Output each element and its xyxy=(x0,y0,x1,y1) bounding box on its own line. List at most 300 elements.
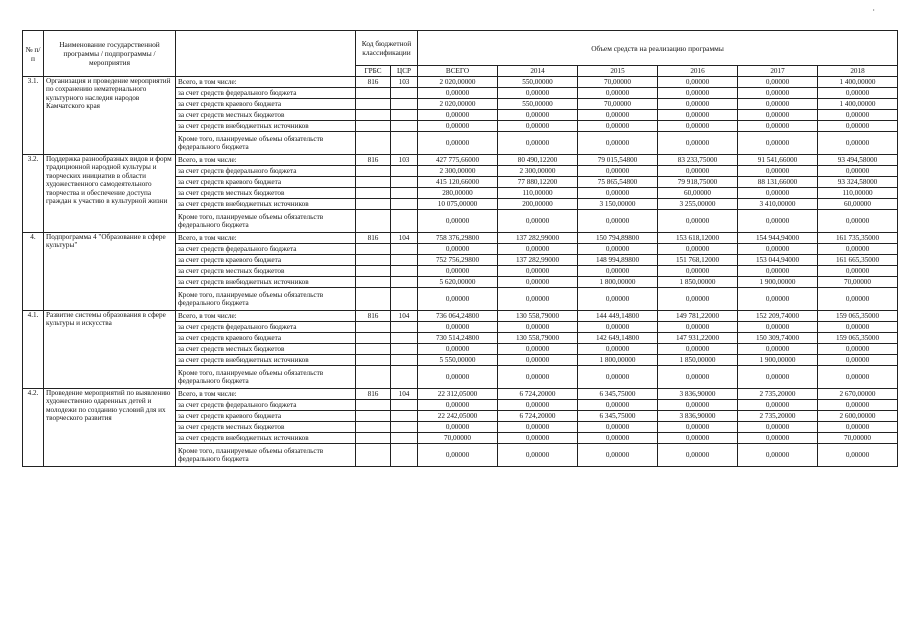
total-value: 0,00000 xyxy=(418,400,498,411)
csr-code-empty xyxy=(391,177,418,188)
grbs-code-empty xyxy=(356,210,391,233)
year-value: 0,00000 xyxy=(658,121,738,132)
year-value: 147 931,22000 xyxy=(658,333,738,344)
page-marker: · xyxy=(872,6,875,15)
year-value: 0,00000 xyxy=(738,344,818,355)
funding-source-label: за счет средств местных бюджетов xyxy=(176,110,356,121)
csr-code-empty xyxy=(391,355,418,366)
year-value: 79 918,75000 xyxy=(658,177,738,188)
csr-code-empty xyxy=(391,188,418,199)
year-value: 0,00000 xyxy=(818,210,898,233)
year-value: 0,00000 xyxy=(578,400,658,411)
year-value: 0,00000 xyxy=(738,244,818,255)
year-value: 0,00000 xyxy=(738,266,818,277)
grbs-code-empty xyxy=(356,355,391,366)
year-value: 0,00000 xyxy=(498,288,578,311)
year-value: 550,00000 xyxy=(498,99,578,110)
year-value: 6 345,75000 xyxy=(578,389,658,400)
year-value: 60,00000 xyxy=(658,188,738,199)
grbs-code-empty xyxy=(356,199,391,210)
year-value: 0,00000 xyxy=(738,188,818,199)
grbs-code-empty xyxy=(356,277,391,288)
funding-source-label: за счет средств внебюджетных источников xyxy=(176,277,356,288)
year-value: 0,00000 xyxy=(578,322,658,333)
total-value: 427 775,66000 xyxy=(418,155,498,166)
table-row xyxy=(23,233,898,244)
year-value: 0,00000 xyxy=(658,444,738,467)
funding-source-label: Кроме того, планируемые объемы обязательств федерального бюджета xyxy=(176,132,356,155)
year-value: 0,00000 xyxy=(658,266,738,277)
grbs-code-empty xyxy=(356,188,391,199)
funding-source-label: за счет средств федерального бюджета xyxy=(176,88,356,99)
total-value: 0,00000 xyxy=(418,366,498,389)
year-value: 91 541,66000 xyxy=(738,155,818,166)
total-value: 5 620,00000 xyxy=(418,277,498,288)
year-value: 2 670,00000 xyxy=(818,389,898,400)
year-value: 1 800,00000 xyxy=(578,277,658,288)
grbs-code-empty xyxy=(356,288,391,311)
year-value: 0,00000 xyxy=(578,121,658,132)
year-value: 0,00000 xyxy=(818,366,898,389)
year-value: 75 865,54800 xyxy=(578,177,658,188)
csr-code-empty xyxy=(391,344,418,355)
csr-code-empty xyxy=(391,132,418,155)
year-value: 0,00000 xyxy=(578,266,658,277)
year-value: 0,00000 xyxy=(818,132,898,155)
year-value: 2 600,00000 xyxy=(818,411,898,422)
year-value: 0,00000 xyxy=(578,288,658,311)
program-name: Организация и проведение мероприятий по сохранению нематериального культурного наследия народов Камчатского края xyxy=(44,77,176,155)
year-value: 2 300,00000 xyxy=(498,166,578,177)
year-value: 0,00000 xyxy=(578,344,658,355)
year-value: 0,00000 xyxy=(578,210,658,233)
year-value: 0,00000 xyxy=(738,422,818,433)
grbs-code-empty xyxy=(356,266,391,277)
year-value: 0,00000 xyxy=(658,166,738,177)
grbs-code-empty xyxy=(356,444,391,467)
year-value: 0,00000 xyxy=(738,110,818,121)
year-value: 149 781,22000 xyxy=(658,311,738,322)
csr-code-empty xyxy=(391,88,418,99)
funding-source-label: за счет средств краевого бюджета xyxy=(176,177,356,188)
csr-code-empty xyxy=(391,322,418,333)
program-name: Подпрограмма 4 "Образование в сфере культуры" xyxy=(44,233,176,311)
total-value: 0,00000 xyxy=(418,132,498,155)
header-year: 2017 xyxy=(738,66,818,77)
year-value: 2 735,20000 xyxy=(738,411,818,422)
funding-source-label: за счет средств краевого бюджета xyxy=(176,333,356,344)
year-value: 0,00000 xyxy=(498,121,578,132)
year-value: 0,00000 xyxy=(738,121,818,132)
funding-source-label: за счет средств краевого бюджета xyxy=(176,255,356,266)
csr-code-empty xyxy=(391,277,418,288)
year-value: 0,00000 xyxy=(578,422,658,433)
year-value: 77 880,12200 xyxy=(498,177,578,188)
year-value: 1 900,00000 xyxy=(738,277,818,288)
grbs-code-empty xyxy=(356,132,391,155)
total-value: 0,00000 xyxy=(418,210,498,233)
year-value: 159 065,35000 xyxy=(818,333,898,344)
grbs-code: 816 xyxy=(356,389,391,400)
year-value: 70,00000 xyxy=(818,277,898,288)
csr-code-empty xyxy=(391,244,418,255)
year-value: 0,00000 xyxy=(658,132,738,155)
csr-code-empty xyxy=(391,444,418,467)
year-value: 6 345,75000 xyxy=(578,411,658,422)
csr-code-empty xyxy=(391,99,418,110)
funding-source-label: за счет средств федерального бюджета xyxy=(176,166,356,177)
grbs-code-empty xyxy=(356,344,391,355)
year-value: 0,00000 xyxy=(658,77,738,88)
year-value: 0,00000 xyxy=(738,99,818,110)
total-value: 0,00000 xyxy=(418,444,498,467)
year-value: 0,00000 xyxy=(738,444,818,467)
total-value: 0,00000 xyxy=(418,110,498,121)
funding-source-label: Кроме того, планируемые объемы обязательств федерального бюджета xyxy=(176,288,356,311)
total-value: 0,00000 xyxy=(418,344,498,355)
year-value: 0,00000 xyxy=(738,210,818,233)
grbs-code: 816 xyxy=(356,233,391,244)
header-csr: ЦСР xyxy=(391,66,418,77)
year-value: 3 255,00000 xyxy=(658,199,738,210)
funding-source-label: Всего, в том числе: xyxy=(176,233,356,244)
funding-source-label: за счет средств местных бюджетов xyxy=(176,188,356,199)
grbs-code-empty xyxy=(356,433,391,444)
header-name: Наименование государственной программы / подпрограммы / мероприятия xyxy=(44,31,176,77)
year-value: 0,00000 xyxy=(818,344,898,355)
year-value: 130 558,79000 xyxy=(498,333,578,344)
header-year: 2016 xyxy=(658,66,738,77)
program-name: Поддержка разнообразных видов и форм традиционной народной культуры и творческих инициатив в области художественного самодеятельного творчества и обеспечение доступа граждан к участию в культурной жизни xyxy=(44,155,176,233)
year-value: 0,00000 xyxy=(738,400,818,411)
year-value: 159 065,35000 xyxy=(818,311,898,322)
total-value: 0,00000 xyxy=(418,266,498,277)
year-value: 83 233,75000 xyxy=(658,155,738,166)
year-value: 152 209,74000 xyxy=(738,311,818,322)
header-num: № п/п xyxy=(23,31,44,77)
funding-source-label: Всего, в том числе: xyxy=(176,389,356,400)
funding-source-label: за счет средств внебюджетных источников xyxy=(176,355,356,366)
grbs-code-empty xyxy=(356,121,391,132)
year-value: 60,00000 xyxy=(818,199,898,210)
total-value: 736 064,24800 xyxy=(418,311,498,322)
header-volume: Объем средств на реализацию программы xyxy=(418,31,898,66)
year-value: 0,00000 xyxy=(578,188,658,199)
table-row xyxy=(23,77,898,88)
year-value: 0,00000 xyxy=(578,166,658,177)
year-value: 110,00000 xyxy=(818,188,898,199)
total-value: 730 514,24800 xyxy=(418,333,498,344)
row-number: 4. xyxy=(23,233,44,311)
grbs-code-empty xyxy=(356,177,391,188)
grbs-code: 816 xyxy=(356,77,391,88)
year-value: 151 768,12000 xyxy=(658,255,738,266)
table-body xyxy=(23,77,898,467)
total-value: 2 300,00000 xyxy=(418,166,498,177)
year-value: 130 558,79000 xyxy=(498,311,578,322)
grbs-code-empty xyxy=(356,400,391,411)
year-value: 550,00000 xyxy=(498,77,578,88)
year-value: 0,00000 xyxy=(818,444,898,467)
year-value: 0,00000 xyxy=(818,322,898,333)
grbs-code: 816 xyxy=(356,155,391,166)
year-value: 0,00000 xyxy=(498,88,578,99)
table-row xyxy=(23,155,898,166)
year-value: 0,00000 xyxy=(498,366,578,389)
year-value: 0,00000 xyxy=(498,422,578,433)
year-value: 0,00000 xyxy=(818,166,898,177)
year-value: 200,00000 xyxy=(498,199,578,210)
csr-code-empty xyxy=(391,210,418,233)
funding-source-label: за счет средств федерального бюджета xyxy=(176,244,356,255)
funding-source-label: Всего, в том числе: xyxy=(176,77,356,88)
total-value: 5 550,00000 xyxy=(418,355,498,366)
year-value: 3 150,00000 xyxy=(578,199,658,210)
csr-code-empty xyxy=(391,288,418,311)
year-value: 0,00000 xyxy=(498,355,578,366)
year-value: 153 044,94000 xyxy=(738,255,818,266)
funding-source-label: за счет средств местных бюджетов xyxy=(176,422,356,433)
grbs-code-empty xyxy=(356,88,391,99)
year-value: 88 131,66000 xyxy=(738,177,818,188)
year-value: 0,00000 xyxy=(498,132,578,155)
total-value: 0,00000 xyxy=(418,88,498,99)
grbs-code-empty xyxy=(356,166,391,177)
year-value: 6 724,20000 xyxy=(498,389,578,400)
year-value: 150 309,74000 xyxy=(738,333,818,344)
year-value: 0,00000 xyxy=(658,288,738,311)
year-value: 3 836,90000 xyxy=(658,389,738,400)
year-value: 0,00000 xyxy=(658,88,738,99)
funding-source-label: за счет средств местных бюджетов xyxy=(176,266,356,277)
total-value: 415 120,66000 xyxy=(418,177,498,188)
funding-source-label: за счет средств краевого бюджета xyxy=(176,411,356,422)
year-value: 0,00000 xyxy=(738,77,818,88)
year-value: 70,00000 xyxy=(578,77,658,88)
year-value: 0,00000 xyxy=(498,277,578,288)
funding-source-label: за счет средств федерального бюджета xyxy=(176,400,356,411)
total-value: 0,00000 xyxy=(418,121,498,132)
year-value: 93 324,58000 xyxy=(818,177,898,188)
csr-code-empty xyxy=(391,366,418,389)
year-value: 0,00000 xyxy=(578,132,658,155)
year-value: 0,00000 xyxy=(578,88,658,99)
csr-code-empty xyxy=(391,199,418,210)
year-value: 150 794,89800 xyxy=(578,233,658,244)
total-value: 0,00000 xyxy=(418,322,498,333)
funding-source-label: Кроме того, планируемые объемы обязательств федерального бюджета xyxy=(176,366,356,389)
year-value: 0,00000 xyxy=(818,121,898,132)
funding-source-label: за счет средств внебюджетных источников xyxy=(176,433,356,444)
row-number: 3.1. xyxy=(23,77,44,155)
csr-code-empty xyxy=(391,400,418,411)
year-value: 0,00000 xyxy=(658,322,738,333)
csr-code-empty xyxy=(391,110,418,121)
funding-source-label: за счет средств федерального бюджета xyxy=(176,322,356,333)
year-value: 1 400,00000 xyxy=(818,77,898,88)
total-value: 70,00000 xyxy=(418,433,498,444)
csr-code-empty xyxy=(391,166,418,177)
year-value: 0,00000 xyxy=(498,400,578,411)
year-value: 0,00000 xyxy=(738,288,818,311)
year-value: 79 015,54800 xyxy=(578,155,658,166)
year-value: 1 900,00000 xyxy=(738,355,818,366)
grbs-code-empty xyxy=(356,244,391,255)
year-value: 0,00000 xyxy=(818,400,898,411)
grbs-code-empty xyxy=(356,366,391,389)
csr-code-empty xyxy=(391,255,418,266)
year-value: 0,00000 xyxy=(818,422,898,433)
year-value: 0,00000 xyxy=(578,110,658,121)
total-value: 752 756,29800 xyxy=(418,255,498,266)
funding-source-label: Всего, в том числе: xyxy=(176,311,356,322)
year-value: 0,00000 xyxy=(658,210,738,233)
year-value: 144 449,14800 xyxy=(578,311,658,322)
funding-source-label: Кроме того, планируемые объемы обязательств федерального бюджета xyxy=(176,444,356,467)
grbs-code-empty xyxy=(356,110,391,121)
grbs-code-empty xyxy=(356,333,391,344)
csr-code: 104 xyxy=(391,389,418,400)
year-value: 0,00000 xyxy=(818,244,898,255)
year-value: 80 490,12200 xyxy=(498,155,578,166)
total-value: 2 020,00000 xyxy=(418,77,498,88)
year-value: 161 665,35000 xyxy=(818,255,898,266)
year-value: 0,00000 xyxy=(578,366,658,389)
year-value: 0,00000 xyxy=(578,433,658,444)
header-year: 2014 xyxy=(498,66,578,77)
funding-source-label: Всего, в том числе: xyxy=(176,155,356,166)
year-value: 0,00000 xyxy=(738,88,818,99)
year-value: 0,00000 xyxy=(818,288,898,311)
grbs-code-empty xyxy=(356,322,391,333)
funding-source-label: Кроме того, планируемые объемы обязательств федерального бюджета xyxy=(176,210,356,233)
total-value: 22 242,05000 xyxy=(418,411,498,422)
year-value: 1 850,00000 xyxy=(658,277,738,288)
grbs-code-empty xyxy=(356,411,391,422)
year-value: 0,00000 xyxy=(818,110,898,121)
year-value: 0,00000 xyxy=(498,110,578,121)
csr-code-empty xyxy=(391,333,418,344)
year-value: 0,00000 xyxy=(658,244,738,255)
year-value: 2 735,20000 xyxy=(738,389,818,400)
row-number: 4.1. xyxy=(23,311,44,389)
csr-code-empty xyxy=(391,422,418,433)
grbs-code: 816 xyxy=(356,311,391,322)
year-value: 0,00000 xyxy=(658,400,738,411)
table-row xyxy=(23,389,898,400)
csr-code: 103 xyxy=(391,77,418,88)
csr-code: 103 xyxy=(391,155,418,166)
row-number: 3.2. xyxy=(23,155,44,233)
header-year: ВСЕГО xyxy=(418,66,498,77)
funding-source-label: за счет средств местных бюджетов xyxy=(176,344,356,355)
year-value: 0,00000 xyxy=(498,322,578,333)
year-value: 0,00000 xyxy=(498,344,578,355)
year-value: 0,00000 xyxy=(818,355,898,366)
grbs-code-empty xyxy=(356,255,391,266)
year-value: 0,00000 xyxy=(498,433,578,444)
year-value: 0,00000 xyxy=(498,244,578,255)
year-value: 0,00000 xyxy=(578,244,658,255)
year-value: 0,00000 xyxy=(658,422,738,433)
funding-source-label: за счет средств внебюджетных источников xyxy=(176,199,356,210)
csr-code: 104 xyxy=(391,233,418,244)
header-year: 2018 xyxy=(818,66,898,77)
total-value: 0,00000 xyxy=(418,288,498,311)
year-value: 153 618,12000 xyxy=(658,233,738,244)
header-blank xyxy=(176,31,356,77)
year-value: 0,00000 xyxy=(658,366,738,389)
year-value: 0,00000 xyxy=(658,99,738,110)
year-value: 70,00000 xyxy=(578,99,658,110)
csr-code: 104 xyxy=(391,311,418,322)
year-value: 137 282,99000 xyxy=(498,233,578,244)
total-value: 10 075,00000 xyxy=(418,199,498,210)
year-value: 70,00000 xyxy=(818,433,898,444)
year-value: 0,00000 xyxy=(818,88,898,99)
total-value: 0,00000 xyxy=(418,422,498,433)
year-value: 0,00000 xyxy=(658,110,738,121)
year-value: 0,00000 xyxy=(578,444,658,467)
year-value: 1 400,00000 xyxy=(818,99,898,110)
total-value: 22 312,05000 xyxy=(418,389,498,400)
year-value: 0,00000 xyxy=(658,433,738,444)
year-value: 1 850,00000 xyxy=(658,355,738,366)
funding-source-label: за счет средств внебюджетных источников xyxy=(176,121,356,132)
total-value: 758 376,29800 xyxy=(418,233,498,244)
year-value: 0,00000 xyxy=(818,266,898,277)
year-value: 6 724,20000 xyxy=(498,411,578,422)
header-grbs: ГРБС xyxy=(356,66,391,77)
budget-table xyxy=(22,30,898,467)
csr-code-empty xyxy=(391,121,418,132)
year-value: 0,00000 xyxy=(738,366,818,389)
year-value: 0,00000 xyxy=(498,444,578,467)
csr-code-empty xyxy=(391,266,418,277)
year-value: 154 944,94000 xyxy=(738,233,818,244)
year-value: 0,00000 xyxy=(498,266,578,277)
funding-source-label: за счет средств краевого бюджета xyxy=(176,99,356,110)
row-number: 4.2. xyxy=(23,389,44,467)
header-year: 2015 xyxy=(578,66,658,77)
header-code: Код бюджетной классификации xyxy=(356,31,418,66)
year-value: 137 282,99000 xyxy=(498,255,578,266)
grbs-code-empty xyxy=(356,99,391,110)
year-value: 0,00000 xyxy=(738,132,818,155)
year-value: 3 410,00000 xyxy=(738,199,818,210)
csr-code-empty xyxy=(391,411,418,422)
year-value: 0,00000 xyxy=(738,433,818,444)
budget-table-sheet xyxy=(22,30,898,467)
program-name: Проведение мероприятий по выявлению художественно одаренных детей и молодежи по созданию условий для их творческого развития xyxy=(44,389,176,467)
grbs-code-empty xyxy=(356,422,391,433)
year-value: 93 494,58000 xyxy=(818,155,898,166)
year-value: 0,00000 xyxy=(738,166,818,177)
year-value: 110,00000 xyxy=(498,188,578,199)
program-name: Развитие системы образования в сфере культуры и искусства xyxy=(44,311,176,389)
year-value: 0,00000 xyxy=(738,322,818,333)
year-value: 0,00000 xyxy=(658,344,738,355)
year-value: 3 836,90000 xyxy=(658,411,738,422)
year-value: 1 800,00000 xyxy=(578,355,658,366)
year-value: 148 994,89800 xyxy=(578,255,658,266)
table-row xyxy=(23,311,898,322)
total-value: 280,00000 xyxy=(418,188,498,199)
year-value: 0,00000 xyxy=(498,210,578,233)
total-value: 2 020,00000 xyxy=(418,99,498,110)
total-value: 0,00000 xyxy=(418,244,498,255)
csr-code-empty xyxy=(391,433,418,444)
